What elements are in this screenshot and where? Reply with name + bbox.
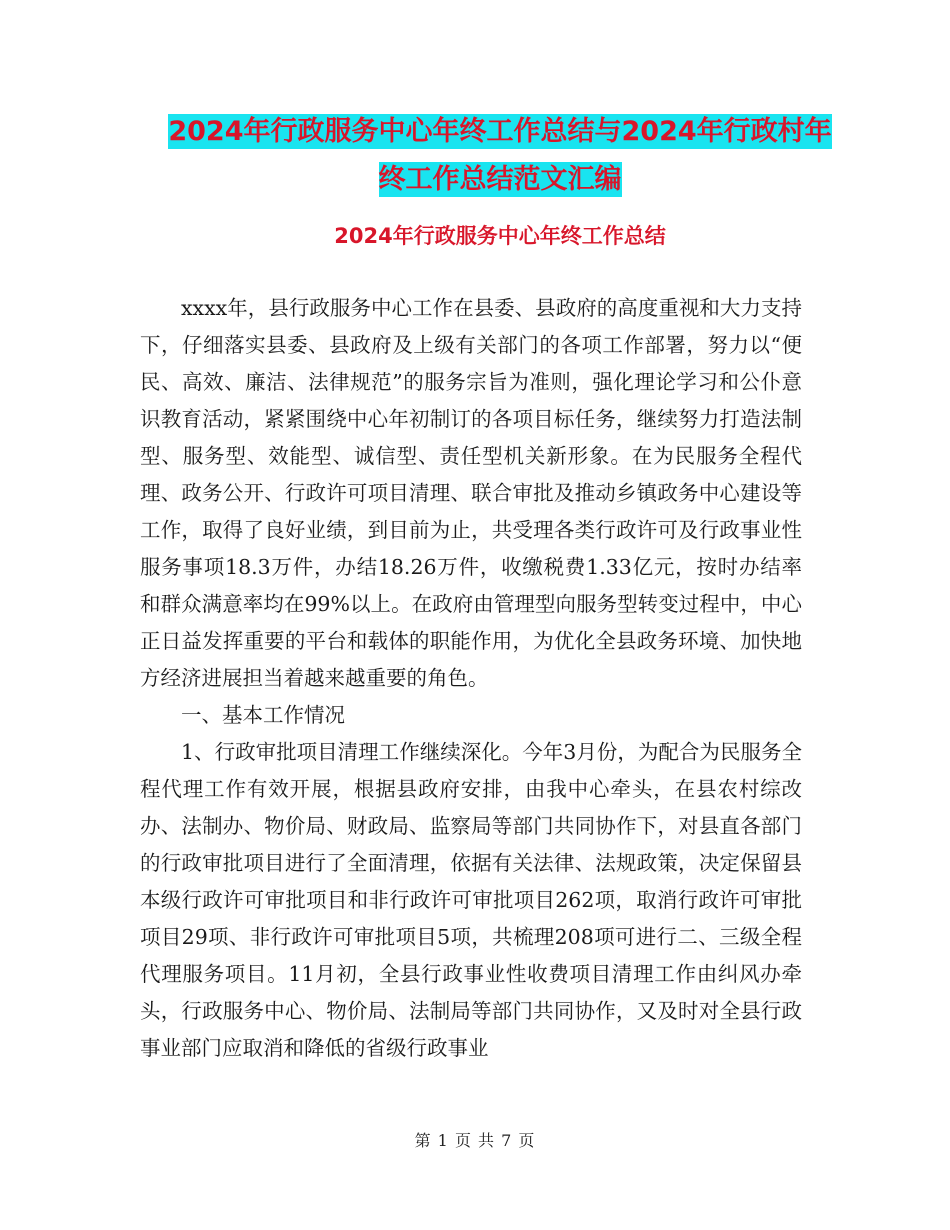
document-body bbox=[140, 290, 802, 1067]
paragraph-item-1: 1、行政审批项目清理工作继续深化。今年3月份，为配合为民服务全程代理工作有效开展，根据县政府安排，由我中心牵头，在县农村综改办、法制办、物价局、财政局、监察局等部门共同协作下，对县直各部门的行政审批项目进行了全面清理，依据有关法律、法规政策，决定保留县本级行政许可审批项目和非行政许可审批项目262项，取消行政许可审批项目29项、非行政许可审批项目5项，共梳理208项可进行二、三级全程代理服务项目。11月初，全县行政事业性收费项目清理工作由纠风办牵头，行政服务中心、物价局、法制局等部门共同协作，又及时对全县行政事业部门应取消和降低的省级行政事业 bbox=[140, 740, 802, 1060]
document-title-line2: 终工作总结范文汇编 bbox=[378, 164, 622, 195]
section-title: 2024年行政服务中心年终工作总结 bbox=[334, 224, 666, 248]
document-title-line1: 2024年行政服务中心年终工作总结与2024年行政村年 bbox=[168, 116, 832, 147]
paragraph-heading-basic-work: 一、基本工作情况 bbox=[181, 703, 345, 727]
page-footer: 第 1 页 共 7 页 bbox=[414, 1131, 536, 1150]
document-title bbox=[140, 108, 860, 204]
paragraph-intro: xxxx年，县行政服务中心工作在县委、县政府的高度重视和大力支持下，仔细落实县委、县政府及上级有关部门的各项工作部署，努力以“便民、高效、廉洁、法律规范”的服务宗旨为准则，强化理论学习和公仆意识教育活动，紧紧围绕中心年初制订的各项目标任务，继续努力打造法制型、服务型、效能型、诚信型、责任型机关新形象。在为民服务全程代理、政务公开、行政许可项目清理、联合审批及推动乡镇政务中心建设等工作，取得了良好业绩，到目前为止，共受理各类行政许可及行政事业性服务事项18.3万件，办结18.26万件，收缴税费1.33亿元，按时办结率和群众满意率均在99%以上。在政府由管理型向服务型转变过程中，中心正日益发挥重要的平台和载体的职能作用，为优化全县政务环境、加快地方经济进展担当着越来越重要的角色。 bbox=[140, 296, 802, 690]
